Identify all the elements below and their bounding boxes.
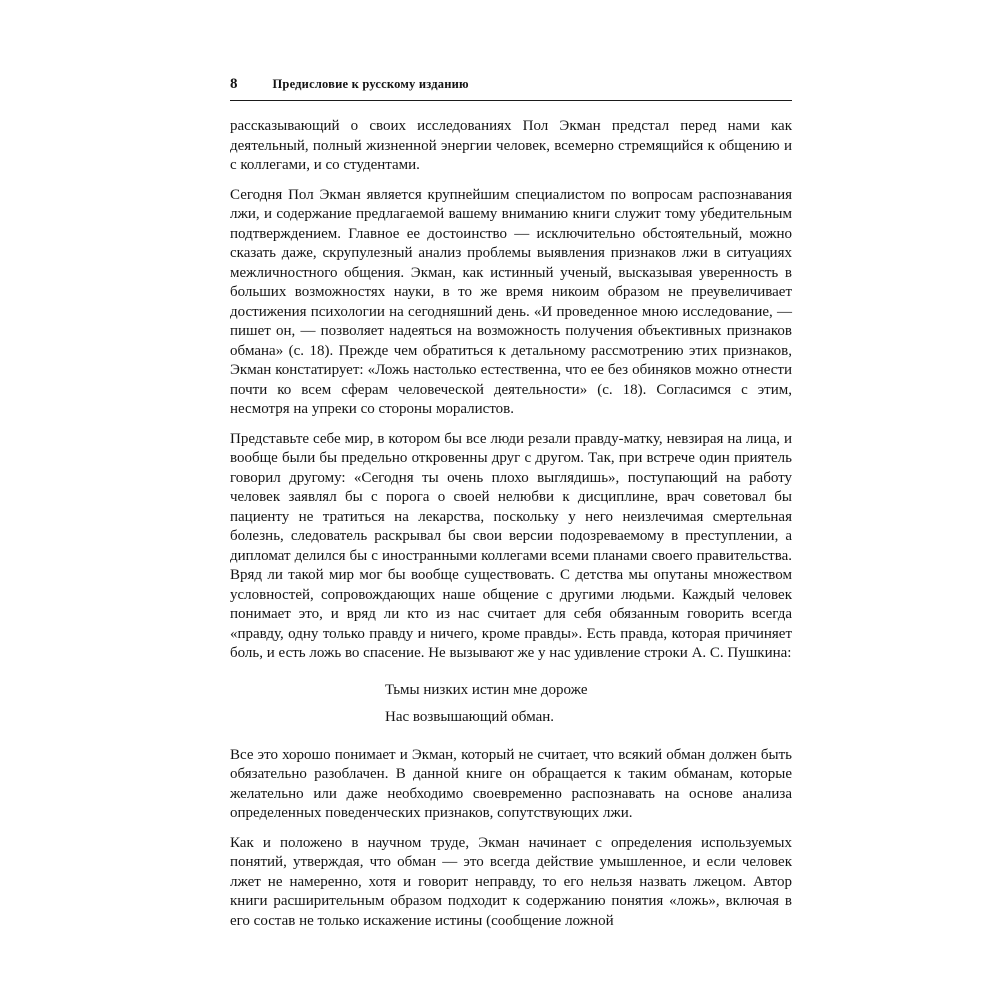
paragraph: Все это хорошо понимает и Экман, который не считает, что всякий обман должен быть обязательно разоблачен. В данной книге он обращается к таким обманам, которые желательно или даже необходимо своевременно распознавать на основе анализа определенных поведенческих признаков, сопутствующих лжи. xyxy=(230,746,792,821)
body-text xyxy=(230,117,792,931)
paragraph: Сегодня Пол Экман является крупнейшим специалистом по вопросам распознавания лжи, и содержание предлагаемой вашему вниманию книги служит тому убедительным подтверждением. Главное ее достоинство — исключительно обстоятельный, можно сказать даже, скрупулезный анализ проблемы выявления признаков лжи в ситуациях межличностного общения. Экман, как истинный ученый, высказывая уверенность в больших возможностях науки, в то же время никоим образом не преувеличивает достижения психологии на сегодняшний день. «И проведенное мною исследование, — пишет он, — позволяет надеяться на возможность получения объективных признаков обмана» (с. 18). Прежде чем обратиться к детальному рассмотрению этих признаков, Экман констатирует: «Ложь настолько естественна, что ее без обиняков можно отнести почти ко всем сферам человеческой деятельности» (с. 18). Согласимся с этим, несмотря на упреки со стороны моралистов. xyxy=(230,186,792,417)
running-head-title: Предисловие к русскому изданию xyxy=(272,77,469,91)
paragraph: Представьте себе мир, в котором бы все люди резали правду-матку, невзирая на лица, и вообще были бы предельно откровенны друг с другом. Так, при встрече один приятель говорил другому: «Сегодня ты очень плохо выглядишь», поступающий на работу человек заявлял бы с порога о своей нелюбви к дисциплине, врач советовал бы пациенту не тратиться на лекарства, поскольку у него неизлечимая смертельная болезнь, следователь раскрывал бы свои версии подозреваемому в преступлении, а дипломат делился бы с иностранными коллегами всеми планами своего правительства. Вряд ли такой мир мог бы вообще существовать. С детства мы опутаны множеством условностей, сопровождающих наше общение с другими людьми. Каждый человек понимает это, и вряд ли кто из нас считает для себя обязанным говорить всегда «правду, одну только правду и ничего, кроме правды». Есть правда, которая причиняет боль, и есть ложь во спасение. Не вызывают же у нас удивление строки А. С. Пушкина: xyxy=(230,430,792,661)
page-content xyxy=(230,76,792,941)
verse-line: Тьмы низких истин мне дороже xyxy=(385,681,588,698)
verse-line: Нас возвышающий обман. xyxy=(385,708,555,725)
verse-block xyxy=(385,677,792,731)
paragraph: рассказывающий о своих исследованиях Пол Экман предстал перед нами как деятельный, полный жизненной энергии человек, всемерно стремящийся к общению и с коллегами, и со студентами. xyxy=(230,118,792,173)
paragraph: Как и положено в научном труде, Экман начинает с определения используемых понятий, утверждая, что обман — это всегда действие умышленное, и если человек лжет не намеренно, хотя и говорит неправду, то его нельзя назвать лжецом. Автор книги расширительным образом подходит к содержанию понятия «ложь», включая в его состав не только искажение истины (сообщение ложной xyxy=(230,834,792,929)
running-header xyxy=(230,76,792,101)
page-number: 8 xyxy=(230,76,238,92)
